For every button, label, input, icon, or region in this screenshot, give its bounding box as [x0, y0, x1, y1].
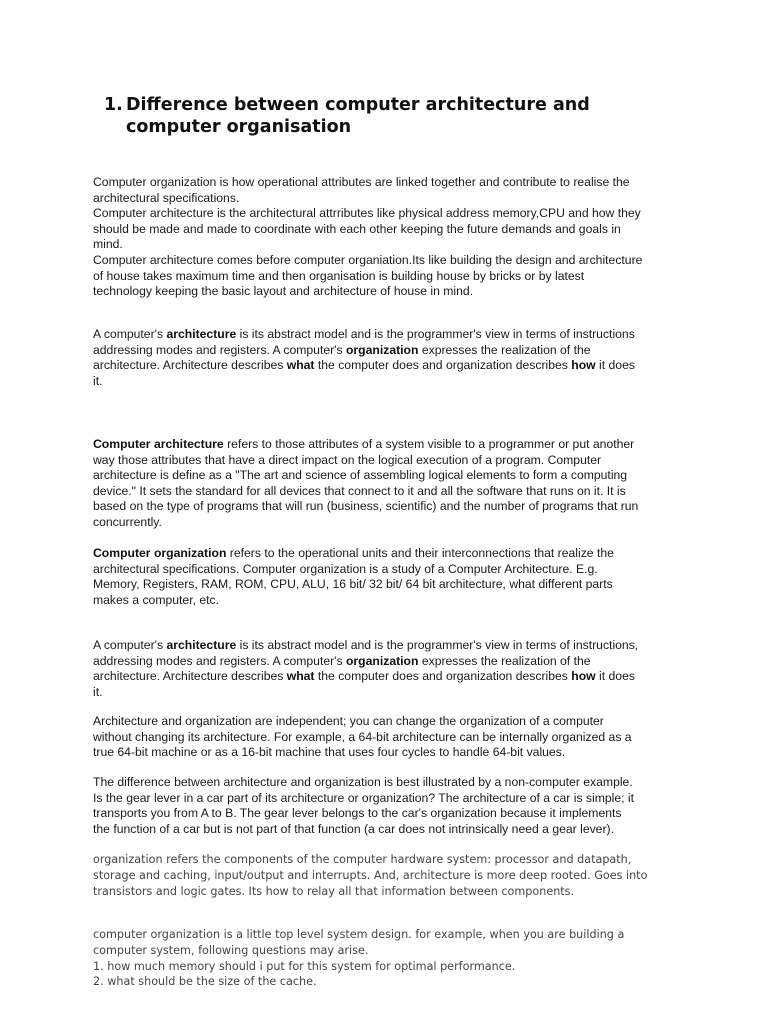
bold-term: how: [571, 358, 596, 373]
text-line: Computer organization is how operational attributes are linked together and contribute to realise the: [93, 175, 630, 189]
text-line: storage and caching, input/output and interrupts. And, architecture is more deep rooted. Goes into: [93, 868, 648, 882]
text-line: should be made and made to coordinate with each other keeping the future demands and goals in: [93, 221, 621, 236]
text-line: Computer architecture comes before computer organiation.Its like building the design and architecture: [93, 252, 643, 267]
text-line: concurrently.: [93, 514, 162, 529]
text-line: architecture. Architecture describes what the computer does and organization describes how it does: [93, 358, 635, 373]
paragraph-system-design: [93, 927, 683, 990]
bold-term: how: [571, 669, 596, 684]
text-line: based on the type of programs that will run (business, scientific) and the number of programs that run: [93, 499, 639, 514]
list-item: 1. how much memory should i put for this system for optimal performance.: [93, 959, 516, 973]
section-heading: [104, 94, 664, 138]
text-line: without changing its architecture. For example, a 64-bit architecture can be internally organized as a: [93, 729, 632, 744]
text-line: Computer organization refers to the operational units and their interconnections that realize the: [93, 546, 614, 560]
text-line: Computer architecture is the architectural attrributes like physical address memory,CPU and how they: [93, 206, 641, 221]
text-line: Memory, Registers, RAM, ROM, CPU, ALU, 16 bit/ 32 bit/ 64 bit architecture, what different parts: [93, 577, 613, 592]
bold-term: what: [286, 669, 315, 684]
text-line: the function of a car but is not part of that function (a car does not intrinsically need a gear lever).: [93, 821, 614, 836]
bold-term: organization: [345, 342, 419, 357]
bold-term: Computer architecture: [93, 437, 224, 451]
text-line: it.: [93, 373, 103, 388]
text-line: transistors and logic gates. Its how to relay all that information between components.: [93, 884, 575, 898]
text-line: device." It sets the standard for all devices that connect to it and all the software that runs on it. It is: [93, 483, 626, 498]
bold-term: architecture: [166, 327, 237, 341]
paragraph-definitions: [93, 175, 683, 300]
bold-term: Computer organization: [93, 546, 227, 560]
text-line: architectural specifications.: [93, 190, 240, 205]
text-line: of house takes maximum time and then organisation is building house by bricks or by latest: [93, 268, 585, 283]
text-line: way those attributes that have a direct impact on the logical execution of a program. Computer: [93, 452, 602, 467]
text-line: addressing modes and registers. A computer's organization expresses the realization of the: [93, 653, 591, 668]
paragraph-hardware-components: [93, 852, 683, 899]
list-item: 2. what should be the size of the cache.: [93, 975, 317, 989]
text-line: A computer's architecture is its abstract model and is the programmer's view in terms of instructions: [93, 327, 635, 341]
heading-number: 1.: [104, 95, 123, 115]
text-line: mind.: [93, 237, 123, 252]
text-line: architecture. Architecture describes what the computer does and organization describes how it does: [93, 669, 635, 684]
text-line: The difference between architecture and organization is best illustrated by a non-computer example.: [93, 775, 633, 789]
text-line: Computer architecture refers to those attributes of a system visible to a programmer or put another: [93, 437, 635, 451]
bold-term: architecture: [166, 638, 237, 652]
text-line: A computer's architecture is its abstract model and is the programmer's view in terms of instructions,: [93, 638, 639, 652]
paragraph-computer-organization: [93, 546, 683, 608]
paragraph-independence: [93, 714, 683, 761]
bold-term: what: [286, 358, 315, 373]
heading-line-1: Difference between computer architecture and: [126, 95, 590, 115]
text-line: organization refers the components of the computer hardware system: processor and datapath,: [93, 853, 632, 866]
paragraph-abstract-model-1: [93, 327, 683, 389]
text-line: Is the gear lever in a car part of its architecture or organization? The architecture of a car is simple; it: [93, 790, 635, 805]
text-line: Architecture and organization are independent; you can change the organization of a computer: [93, 714, 604, 728]
text-line: transports you from A to B. The gear lever belongs to the car's organization because it implements: [93, 806, 622, 821]
text-line: addressing modes and registers. A computer's organization expresses the realization of the: [93, 342, 591, 357]
text-line: architecture is define as a "The art and science of assembling logical elements to form a computing: [93, 468, 628, 483]
text-line: computer organization is a little top level system design. for example, when you are building a: [93, 928, 625, 941]
text-line: true 64-bit machine or as a 16-bit machine that uses four cycles to handle 64-bit values.: [93, 745, 566, 760]
heading-line-2: computer organisation: [126, 117, 352, 137]
text-line: technology keeping the basic layout and architecture of house in mind.: [93, 284, 474, 299]
paragraph-car-example: [93, 775, 683, 837]
text-line: computer system, following questions may arise.: [93, 943, 369, 957]
text-line: it.: [93, 684, 103, 699]
text-line: architectural specifications. Computer organization is a study of a Computer Architecture. E.g.: [93, 561, 598, 576]
paragraph-computer-architecture: [93, 437, 683, 531]
paragraph-abstract-model-2: [93, 638, 683, 700]
bold-term: organization: [345, 653, 419, 668]
text-line: makes a computer, etc.: [93, 592, 219, 607]
